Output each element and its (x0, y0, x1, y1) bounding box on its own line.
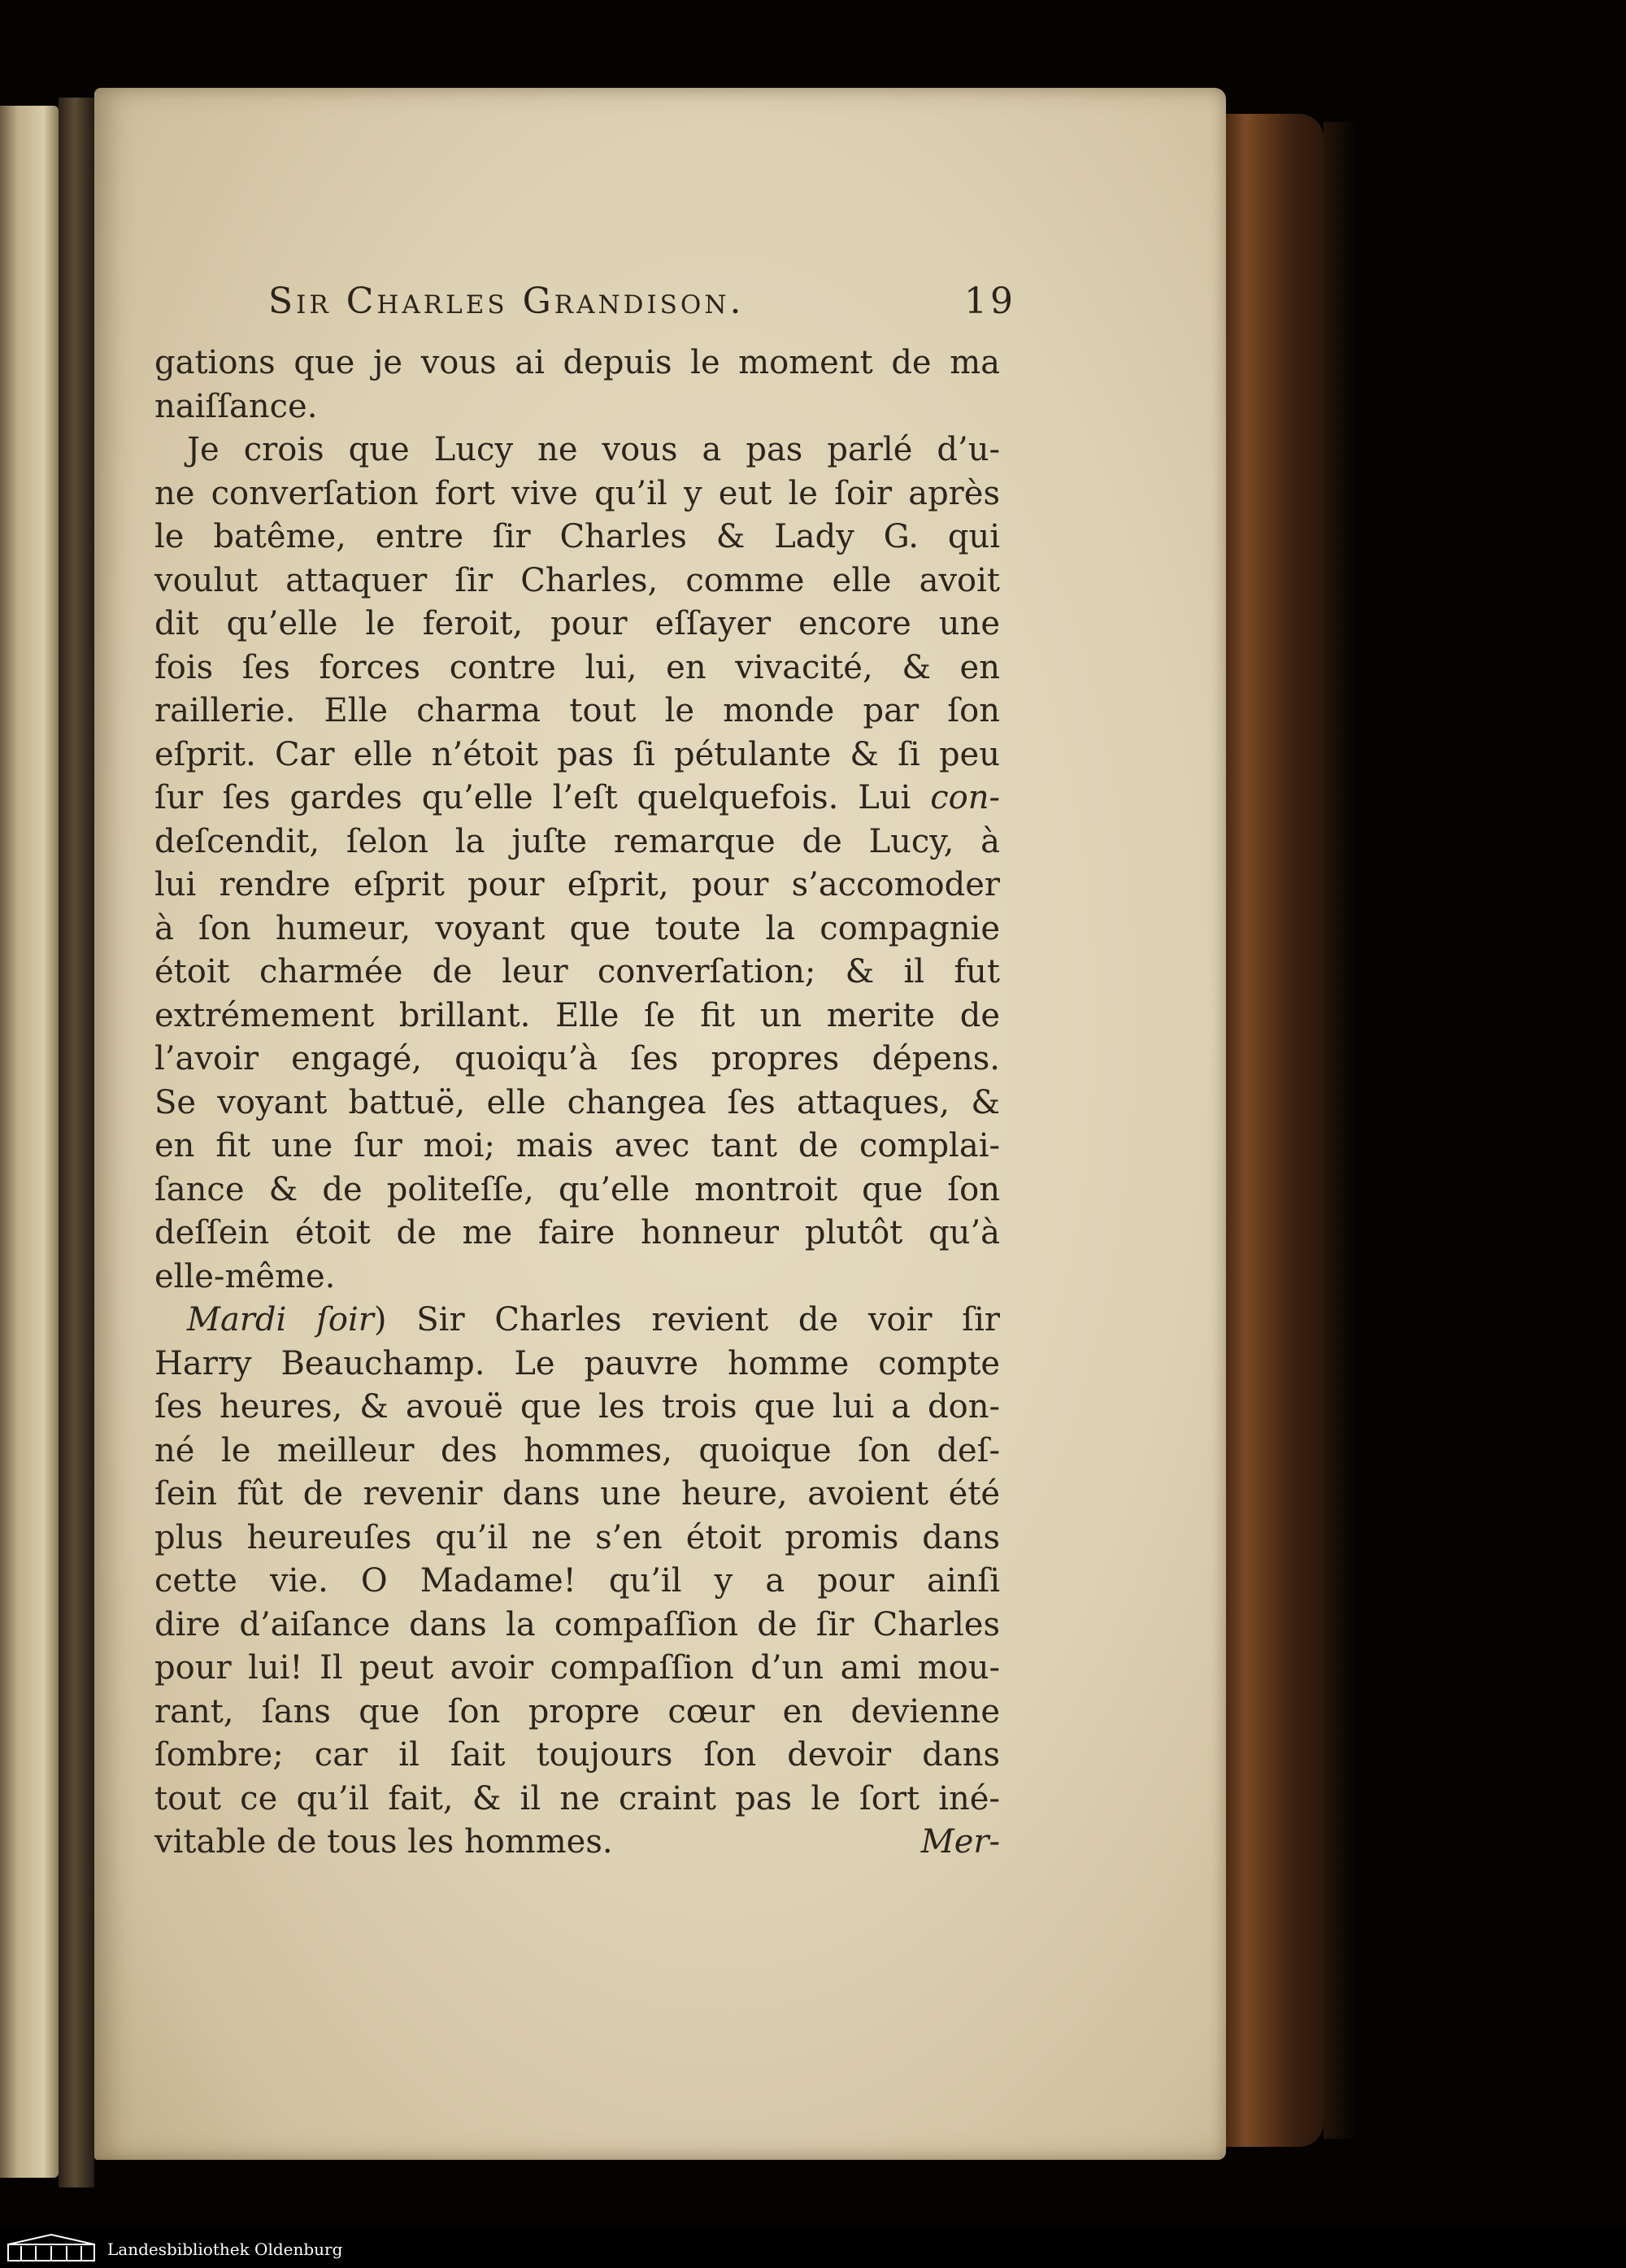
text-line: deſcendit, ſelon la juſte remarque de Lucy, à (154, 822, 1000, 860)
text-line: dit qu’elle le feroit, pour eſſayer encore une (154, 605, 1000, 642)
left-page-edge (0, 106, 59, 2178)
text-line: elle-même. (154, 1257, 336, 1295)
text-line: ſein fût de revenir dans une heure, avoient été (154, 1475, 1000, 1513)
text-line: l’avoir engagé, quoiqu’à ſes propres dépens. (154, 1040, 1000, 1077)
catchword: Mer- (920, 1823, 1000, 1861)
library-name: Landesbibliothek Oldenburg (107, 2240, 343, 2259)
text-line: eſprit. Car elle n’étoit pas ſi pétulante & ſi peu (154, 735, 1000, 773)
text-line: dire d’aiſance dans la compaſſion de ſir Charles (154, 1605, 1000, 1643)
text-line: ſes heures, & avouë que les trois que lui a don- (154, 1388, 1000, 1426)
page-number: 19 (964, 281, 1016, 322)
text-line: naiſſance. (154, 387, 318, 425)
text-line: né le meilleur des hommes, quoique ſon deſ- (154, 1431, 1000, 1469)
book-gutter (59, 98, 94, 2187)
running-head (268, 281, 1016, 337)
text-line: pour lui! Il peut avoir compaſſion d’un ami mou- (154, 1649, 1000, 1687)
text-line: à ſon humeur, voyant que toute la compagnie (154, 909, 1000, 947)
text-line (154, 1299, 1000, 1343)
text-line: ſombre; car il ſait toujours ſon devoir dans (154, 1736, 1000, 1774)
text-line: gations que je vous ai depuis le moment de ma (154, 344, 1000, 381)
text-line: cette vie. O Madame! qu’il y a pour ainſi (154, 1562, 1000, 1600)
text-fragment: ) Sir Charles revient de voir ſir (373, 1301, 1000, 1339)
italic-fragment: Mardi ſoir (187, 1301, 374, 1339)
book-binding (1226, 114, 1324, 2147)
text-line: Harry Beauchamp. Le pauvre homme compte (154, 1344, 1000, 1382)
binding-shadow (1324, 122, 1356, 2139)
page-body-text (154, 342, 1000, 1865)
text-line: rant, ſans que ſon propre cœur en devienne (154, 1692, 1000, 1730)
text-line: le batême, entre ſir Charles & Lady G. qui (154, 518, 1000, 555)
text-line: ne converſation fort vive qu’il y eut le ſoir après (154, 474, 1000, 512)
text-line: ſance & de politeſſe, qu’elle montroit que ſon (154, 1170, 1000, 1208)
text-line: deſſein étoit de me faire honneur plutôt qu’à (154, 1214, 1000, 1252)
text-line: raillerie. Elle charma tout le monde par ſon (154, 692, 1000, 729)
text-fragment: ſur ſes gardes qu’elle l’eſt quelquefois. Lui (154, 779, 931, 816)
text-line: étoit charmée de leur converſation; & il fut (154, 953, 1000, 990)
text-line: tout ce qu’il fait, & il ne craint pas le ſort iné- (154, 1779, 1000, 1817)
text-line: fois ſes forces contre lui, en vivacité, & en (154, 648, 1000, 686)
running-head-title: Sir Charles Grandison. (268, 281, 745, 322)
text-line: extrémement brillant. Elle ſe fit un merite de (154, 996, 1000, 1034)
text-line: lui rendre eſprit pour eſprit, pour s’accomoder (154, 866, 1000, 903)
text-line: Se voyant battuë, elle changea ſes attaques, & (154, 1083, 1000, 1121)
text-fragment: vitable de tous les hommes. (154, 1823, 613, 1861)
text-line: plus heureuſes qu’il ne s’en étoit promis dans (154, 1518, 1000, 1556)
italic-fragment: con- (930, 779, 1000, 816)
text-line: Je crois que Lucy ne vous a pas parlé d’u- (187, 431, 1000, 468)
text-line (154, 1821, 1000, 1865)
text-line (154, 777, 1000, 821)
library-building-icon (7, 2233, 96, 2262)
text-line: en fit une ſur moi; mais avec tant de complai- (154, 1127, 1000, 1164)
text-line: voulut attaquer ſir Charles, comme elle avoit (154, 561, 1000, 599)
